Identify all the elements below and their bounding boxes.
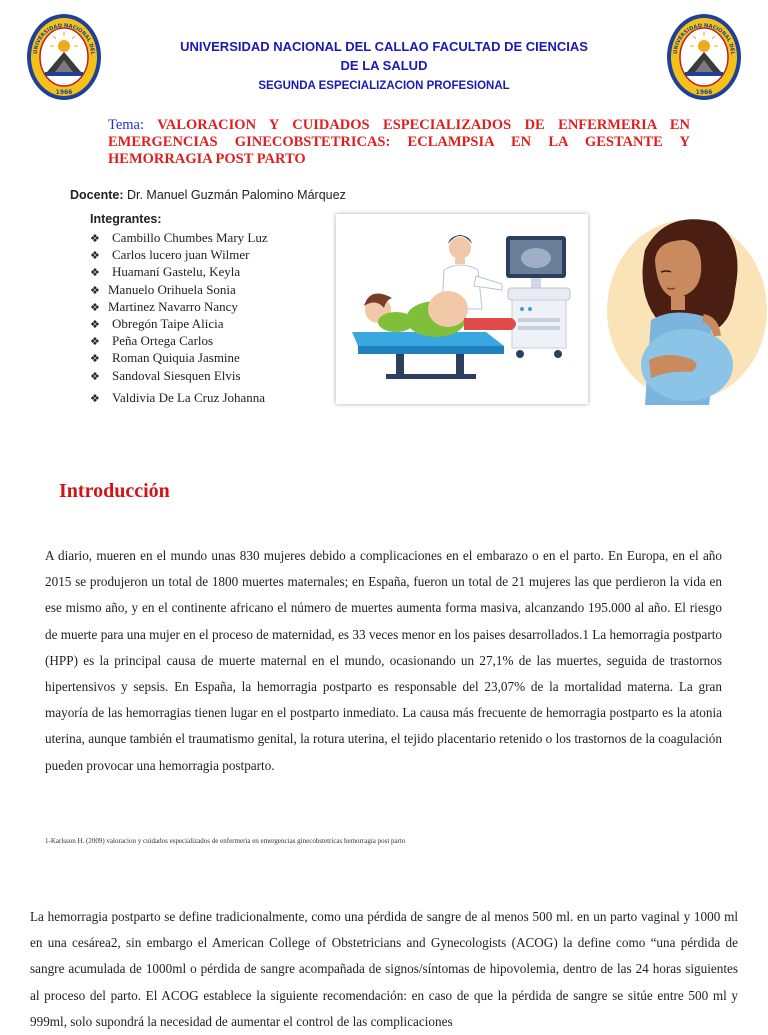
members-title: Integrantes: (90, 212, 162, 226)
diamond-bullet-icon: ❖ (90, 266, 100, 280)
university-logo-left (25, 12, 103, 102)
topic-label: Tema: (108, 117, 145, 133)
diamond-bullet-icon: ❖ (90, 391, 100, 405)
member-name: Manuelo Orihuela Sonia (108, 281, 236, 297)
member-name: Huamaní Gastelu, Keyla (112, 264, 241, 280)
pregnant-woman-illustration (605, 210, 768, 405)
diamond-bullet-icon: ❖ (90, 232, 100, 245)
intro-paragraph: A diario, mueren en el mundo unas 830 mujeres debido a complicaciones en el embarazo o en el parto. En Europa, en el año 2015 se produjeron un total de 1800 muertes maternales; en España, fueron un total de 21 mujeres las que perdieron la vida en ese mismo año, y en el continente africano el número de muertes aumenta forma masiva, alcanzando 195.000 al año. El riesgo de muerte para una mujer en el proceso de maternidad, es 33 veces menor en los paises desarrollados.1 La hemorragia postparto (HPP) es la principal causa de muerte maternal en el mundo, ocasionando un 27,1% de las muertes, seguida de trastornos hipertensivos y sepsis. En España, la hemorragia postparto es responsable del 23,07% de la mortalidad materna. La gran mayoría de las hemorragias tienen lugar en el postparto inmediato. La causa más frecuente de hemorragia postparto es la atonia uterina, aunque también el traumatismo genital, la rotura uterina, el tejido placentario retenido o los trastornos de la coagulación pueden provocar una hemorragia postparto. (45, 548, 722, 773)
member-name: Valdivia De La Cruz Johanna (112, 389, 266, 405)
footnote: 1-Karlsson H. (2009) valoracion y cuidados especializados de enfermeria en emergencias ginecobstetricas hemorragia post parto (45, 837, 406, 845)
university-name-line1: UNIVERSIDAD NACIONAL DEL CALLAO FACULTAD DE CIENCIAS (180, 39, 588, 54)
diamond-bullet-icon: ❖ (90, 249, 100, 263)
teacher-label: Docente: (70, 188, 124, 202)
svg-text:1966: 1966 (55, 89, 73, 96)
list-item (90, 367, 268, 384)
svg-text:UNIVERSIDAD NACIONAL DEL CALLA: UNIVERSIDAD NACIONAL DEL (32, 22, 96, 55)
member-name: Sandoval Siesquen Elvis (112, 367, 241, 383)
list-item (90, 349, 268, 366)
member-name: Peña Ortega Carlos (112, 333, 214, 349)
list-item (90, 281, 268, 298)
pregnant-woman-icon (605, 210, 768, 405)
section-title-introduction: Introducción (59, 480, 170, 502)
list-item (90, 389, 268, 406)
list-item (90, 315, 268, 332)
diamond-bullet-icon: ❖ (90, 352, 100, 366)
member-name: Roman Quiquia Jasmine (112, 350, 240, 366)
ultrasound-exam-illustration (336, 214, 588, 404)
diamond-bullet-icon: ❖ (90, 369, 100, 383)
topic-text: VALORACION Y CUIDADOS ESPECIALIZADOS DE ENFERMERIA EN EMERGENCIAS GINECOBSTETRICAS: ECLAMPSIA EN LA GESTANTE Y HEMORRAGIA POST PARTO (108, 117, 690, 167)
diamond-bullet-icon: ❖ (90, 300, 100, 314)
university-name-line2: DE LA SALUD (340, 58, 428, 73)
svg-text:1966: 1966 (695, 89, 713, 96)
diamond-bullet-icon: ❖ (90, 317, 100, 331)
member-name: Cambillo Chumbes Mary Luz (112, 230, 268, 245)
list-item (90, 246, 268, 263)
member-name: Martinez Navarro Nancy (108, 298, 238, 314)
university-logo-right (665, 12, 743, 102)
list-item (90, 298, 268, 315)
member-name: Carlos lucero juan Wilmer (112, 247, 250, 263)
university-seal-icon (665, 12, 743, 102)
definition-paragraph: La hemorragia postparto se define tradicionalmente, como una pérdida de sangre de al menos 500 ml. en un parto vaginal y 1000 ml en una cesárea2, sin embargo el American College of Obstetricians and Gynecologists (ACOG) la define como “una pérdida de sangre acumulada de 1000ml o pérdida de sangre acompañada de signos/síntomas de hipovolemia, dentro de las 24 horas siguientes al proceso del parto. El ACOG establece la siguiente recomendación: en caso de que la pérdida de sangre se sitúe entre 500 ml y 999ml, solo supondrá la necesidad de aumentar el control de las complicaciones (30, 909, 738, 1029)
member-name: Obregón Taipe Alicia (112, 315, 224, 331)
svg-text:UNIVERSIDAD NACIONAL DEL CALLA: UNIVERSIDAD NACIONAL DEL (672, 22, 736, 55)
list-item (90, 263, 268, 280)
ultrasound-illustration-icon (336, 214, 588, 404)
program-name: SEGUNDA ESPECIALIZACION PROFESIONAL (258, 80, 510, 92)
list-item (90, 229, 268, 246)
diamond-bullet-icon: ❖ (90, 283, 100, 297)
university-seal-icon (25, 12, 103, 102)
members-list (90, 229, 268, 406)
teacher-line (70, 188, 346, 202)
topic-heading (108, 117, 690, 168)
teacher-name: Dr. Manuel Guzmán Palomino Márquez (126, 188, 346, 202)
list-item (90, 332, 268, 349)
diamond-bullet-icon: ❖ (90, 335, 100, 349)
